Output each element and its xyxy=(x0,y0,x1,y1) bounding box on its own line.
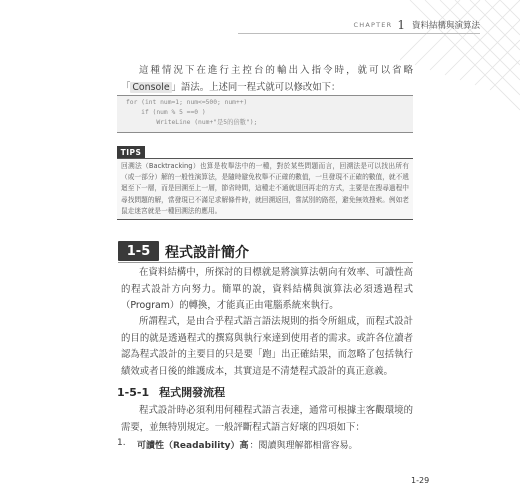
list-item-number: 1. xyxy=(117,438,126,448)
body-paragraph: 程式設計時必須利用何種程式語言表達，通常可根據主客觀環境的需要，並無特別規定。一般評斷程式語言好壞的四項如下： xyxy=(121,405,413,433)
page-number: 1-29 xyxy=(411,476,430,485)
section-rule xyxy=(118,262,413,263)
tips-box xyxy=(117,158,413,220)
intro-paragraph xyxy=(121,63,413,96)
code-line: for (int num=1; num<=500; num++) xyxy=(126,99,248,106)
list-item-description: ：閱讀與理解都相當容易。 xyxy=(249,441,358,451)
body-paragraph: 所謂程式，是由合乎程式語言語法規則的指令所組成，而程式設計的目的就是透過程式的撰寫與執行來達到使用者的需求。或許各位讀者認為程式設計的主要目的只是要「跑」出正確結果，而忽略了包括執行績效或者日後的維護成本，其實這是不清楚程式設計的真正意義。 xyxy=(121,316,413,377)
chapter-word: CHAPTER xyxy=(353,21,393,29)
chapter-number: 1 xyxy=(397,18,405,32)
code-line: WriteLine (num+"是5的倍數"); xyxy=(126,119,258,126)
tips-label: TIPS xyxy=(117,146,145,158)
intro-text-after: 」語法。上述同一程式就可以修改如下： xyxy=(171,81,341,93)
subsection-number: 1-5-1 xyxy=(117,386,150,399)
section-title: 程式設計簡介 xyxy=(165,245,249,261)
list-item-term: 可讀性（Readability）高 xyxy=(137,441,249,451)
body-paragraph: 在資料結構中，所探討的目標就是將演算法朝向有效率、可讀性高的程式設計方向努力。簡單的說，資料結構與演算法必須透過程式（Program）的轉換，才能真正由電腦系統來執行。 xyxy=(121,267,413,311)
subsection-title: 程式開發流程 xyxy=(159,386,226,399)
running-header xyxy=(354,17,480,33)
subsection-heading xyxy=(117,384,235,400)
code-block xyxy=(117,95,413,133)
console-keyword: Console xyxy=(132,81,170,93)
section-number-badge: 1-5 xyxy=(118,241,159,261)
header-rule xyxy=(238,33,480,34)
chapter-title: 資料結構與演算法 xyxy=(411,21,480,31)
tips-text: 回溯法（Backtracking）也算是枚舉法中的一種，對於某些問題而言，回溯法是可以找出所有（或一部分）解的一般性演算法，是隨時避免枚舉不正確的數值，一旦發現不正確的數值，就不遞迴至下一層，而是回溯至上一層，節省時間，這種走不通就退回再走的方式，主要是在搜尋過程中尋找問題的解，當發現已不滿足求解條件時，就回溯返回，嘗試別的路徑，避免無效搜索。例如老鼠走迷宮就是一種回溯法的應用。 xyxy=(121,162,409,215)
intro-text-before: 這種情況下在進行主控台的輸出入指令時，就可以省略「 xyxy=(121,65,413,93)
list-item xyxy=(117,438,417,451)
code-line: if (num % 5 ==0 ) xyxy=(126,109,206,116)
